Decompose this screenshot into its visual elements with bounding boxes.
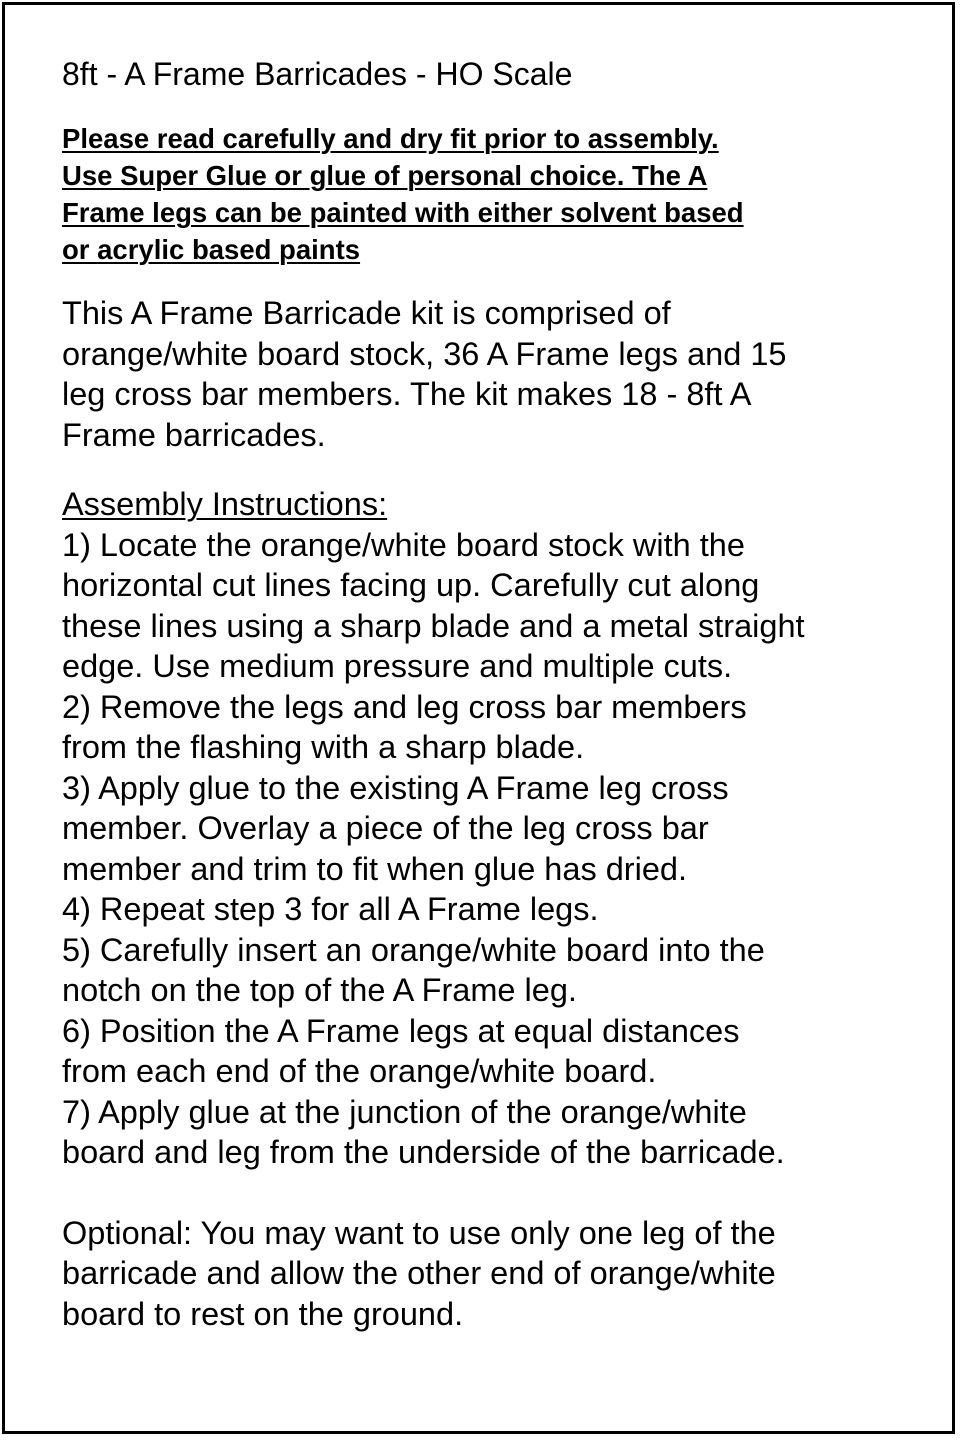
optional-line: board to rest on the ground. xyxy=(62,1295,464,1332)
notice-line: Use Super Glue or glue of personal choice. The A xyxy=(62,160,708,191)
step-line: from each end of the orange/white board. xyxy=(62,1053,657,1089)
step-line: member. Overlay a piece of the leg cross bar xyxy=(62,810,709,846)
step-line: 1) Locate the orange/white board stock with the xyxy=(62,526,745,563)
assembly-section xyxy=(62,484,922,1173)
step-line: these lines using a sharp blade and a metal straight xyxy=(62,607,805,644)
assembly-notice xyxy=(62,120,922,268)
kit-description xyxy=(62,293,922,455)
step-line: 3) Apply glue to the existing A Frame leg cross xyxy=(62,769,729,806)
optional-note xyxy=(62,1213,922,1335)
assembly-steps xyxy=(62,525,922,1173)
step-line: 7) Apply glue at the junction of the orange/white xyxy=(62,1093,747,1130)
step-line: 5) Carefully insert an orange/white board into the xyxy=(62,931,765,968)
step-line: board and leg from the underside of the barricade. xyxy=(62,1134,785,1170)
assembly-heading: Assembly Instructions: xyxy=(62,486,388,522)
step-line: edge. Use medium pressure and multiple cuts. xyxy=(62,648,733,684)
optional-line: Optional: You may want to use only one leg of the xyxy=(62,1214,776,1251)
step-line: 6) Position the A Frame legs at equal distances xyxy=(62,1012,740,1049)
intro-line: leg cross bar members. The kit makes 18 - 8ft A xyxy=(62,376,752,412)
document-title: 8ft - A Frame Barricades - HO Scale xyxy=(62,56,573,92)
step-line: 4) Repeat step 3 for all A Frame legs. xyxy=(62,891,599,927)
step-line: member and trim to fit when glue has dried. xyxy=(62,850,688,887)
notice-line: Frame legs can be painted with either solvent based xyxy=(62,197,744,228)
intro-line: This A Frame Barricade kit is comprised of xyxy=(62,295,671,331)
notice-line: Please read carefully and dry fit prior to assembly. xyxy=(62,123,719,154)
step-line: 2) Remove the legs and leg cross bar members xyxy=(62,688,747,725)
intro-line: orange/white board stock, 36 A Frame legs and 15 xyxy=(62,335,787,372)
instruction-sheet xyxy=(62,54,922,1334)
notice-line: or acrylic based paints xyxy=(62,234,361,265)
optional-line: barricade and allow the other end of orange/white xyxy=(62,1255,776,1291)
step-line: horizontal cut lines facing up. Carefully cut along xyxy=(62,567,760,603)
intro-line: Frame barricades. xyxy=(62,416,326,453)
step-line: notch on the top of the A Frame leg. xyxy=(62,972,577,1008)
step-line: from the flashing with a sharp blade. xyxy=(62,729,585,765)
